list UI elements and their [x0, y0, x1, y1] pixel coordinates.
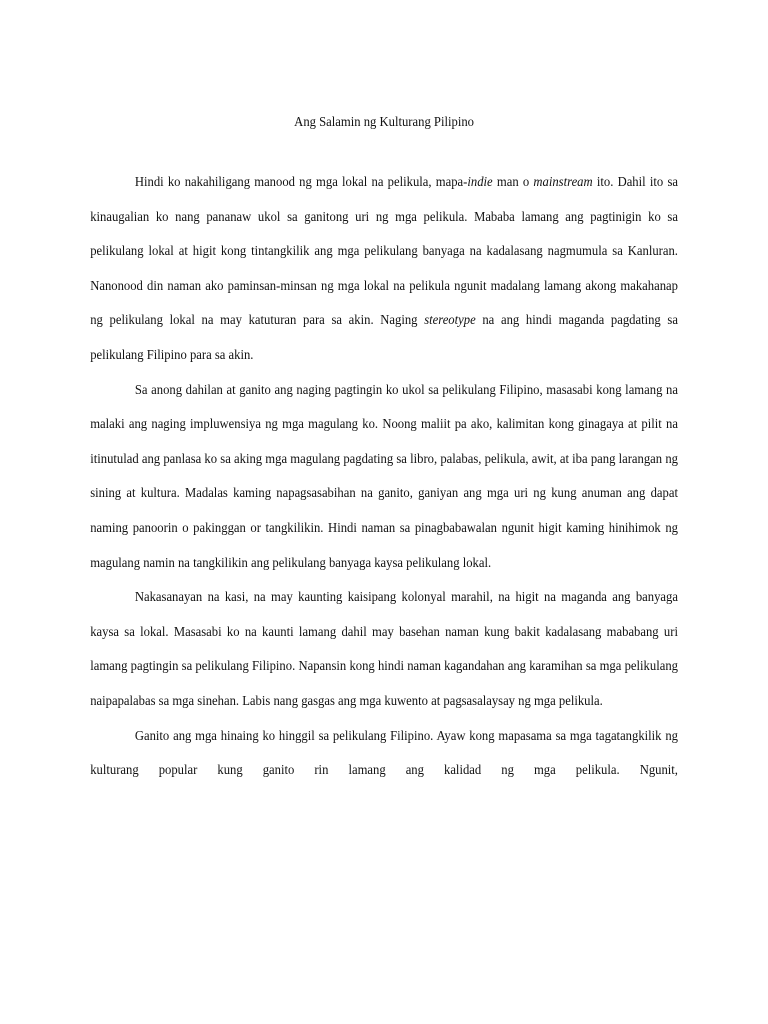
italic-text: stereotype — [424, 312, 476, 328]
document-body — [90, 165, 678, 788]
paragraph — [90, 580, 678, 718]
paragraph — [90, 165, 678, 373]
paragraph — [90, 719, 678, 788]
paragraph — [90, 373, 678, 581]
paragraph-text: Hindi ko nakahiligang manood ng mga lokal na pelikula, mapa- — [134, 174, 468, 189]
paragraph-text: man o — [492, 174, 534, 189]
document-title: Ang Salamin ng Kulturang Pilipino — [294, 114, 474, 129]
paragraph-text: Sa anong dahilan at ganito ang naging pagtingin ko ukol sa pelikulang Filipino, masasabi kong lamang na malaki ang naging impluwensiya ng mga magulang ko. Noong maliit pa ako, kalimitan kong ginagaya at pilit na itinutulad ang panlasa ko sa aking mga magulang pagdating sa libro, palabas, pelikula, awit, at iba pang larangan ng sining at kultura. Madalas kaming napagsasabihan na ganito, ganiyan ang mga uri ng kung anuman ang dapat naming panoorin o pakinggan or tangkilikin. Hindi naman sa pinagbabawalan ngunit higit kaming hinihimok ng magulang namin na tangkilikin ang pelikulang banyaga kaysa pelikulang lokal. — [90, 381, 678, 570]
paragraph-text: ito. Dahil ito sa kinaugalian ko nang pananaw ukol sa ganitong uri ng mga pelikula. Mababa lamang ang pagtinigin ko sa pelikulang lokal at higit kong tintangkilik ang mga pelikulang banyaga na kadalasang nagmumula sa Kanluran. Nanonood din naman ako paminsan-minsan ng mga lokal na pelikula ngunit madalang lamang akong makahanap ng pelikulang lokal na may katuturan para sa akin. Naging — [90, 174, 678, 328]
italic-text: mainstream — [533, 174, 593, 189]
paragraph-text: na ang hindi maganda pagdating sa pelikulang Filipino para sa akin. — [90, 312, 678, 362]
paragraph-text: Nakasanayan na kasi, na may kaunting kaisipang kolonyal marahil, na higit na maganda ang banyaga kaysa sa lokal. Masasabi ko na kaunti lamang dahil may basehan naman kung bakit kadalasang mababang uri lamang pagtingin sa pelikulang Filipino. Napansin kong hindi naman kagandahan ang karamihan sa mga pelikulang naipapalabas sa mga sinehan. Labis nang gasgas ang mga kuwento at pagsasalaysay ng mga pelikula. — [90, 589, 678, 708]
italic-text: indie — [467, 174, 493, 189]
paragraph-text: Ganito ang mga hinaing ko hinggil sa pelikulang Filipino. Ayaw kong mapasama sa mga tagatangkilik ng kulturang popular kung ganito rin lamang ang kalidad ng mga pelikula. Ngunit, — [90, 727, 678, 778]
